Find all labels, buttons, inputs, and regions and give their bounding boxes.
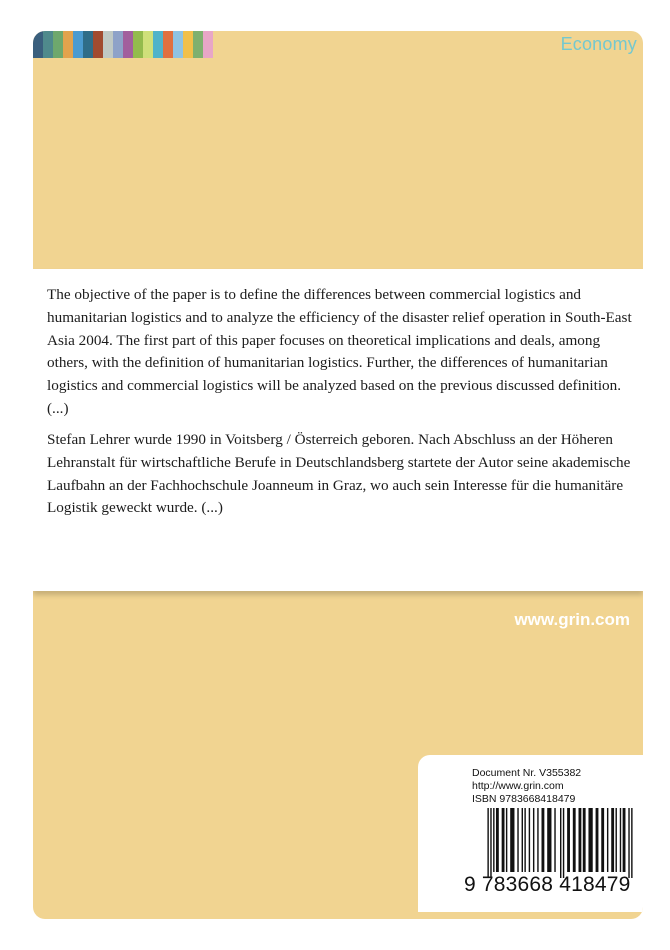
book-back-cover — [33, 31, 643, 919]
color-stripe — [113, 31, 123, 58]
color-stripe — [73, 31, 83, 58]
barcode-bar — [573, 808, 576, 872]
barcode-bar — [522, 808, 523, 872]
color-stripe — [103, 31, 113, 58]
publisher-url: http://www.grin.com — [472, 780, 564, 792]
isbn-barcode — [486, 808, 636, 878]
barcode-bar — [623, 808, 626, 872]
barcode-bar — [588, 808, 592, 872]
barcode-bar — [554, 808, 555, 872]
barcode-digits: 9 783668 418479 — [464, 873, 631, 896]
barcode-bar — [567, 808, 570, 872]
document-number: Document Nr. V355382 — [472, 767, 582, 779]
barcode-bar — [537, 808, 538, 872]
barcode-bar — [517, 808, 518, 872]
barcode-bar — [563, 808, 564, 878]
barcode-bar — [529, 808, 530, 872]
barcode-bar — [628, 808, 629, 878]
color-stripe — [193, 31, 203, 58]
color-stripe — [123, 31, 133, 58]
publisher-website: www.grin.com — [514, 610, 630, 629]
color-stripe — [153, 31, 163, 58]
barcode-bar — [542, 808, 545, 872]
color-stripe — [63, 31, 73, 58]
color-stripe — [53, 31, 63, 58]
author-bio-paragraph: Stefan Lehrer wurde 1990 in Voitsberg / Österreich geboren. Nach Abschluss an der Höheren Lehranstalt für wirtschaftliche Berufe in Deutschlandsberg startete der Autor seine akademische Laufbahn an der Fachhochschule Joanneum in Graz, wo auch sein Interesse für die humanitäre Logistik geweckt wurde. (...) — [47, 431, 631, 517]
color-stripe — [173, 31, 183, 58]
barcode-bar — [560, 808, 561, 878]
barcode-bar — [620, 808, 621, 872]
barcode-bar — [510, 808, 514, 872]
barcode-bar — [490, 808, 491, 878]
barcode-bar — [533, 808, 534, 872]
barcode-bar — [616, 808, 617, 872]
description-panel — [33, 269, 643, 591]
color-stripe — [183, 31, 193, 58]
isbn-label: ISBN 9783668418479 — [472, 793, 576, 805]
abstract-paragraph: The objective of the paper is to define the differences between commercial logistics and humanitarian logistics and to analyze the efficiency of the disaster relief operation in South-East Asia 2004. The first part of this paper focuses on theoretical implications and deals, among others, with the definition of humanitarian logistics. Further, the differences of humanitarian logistics and commercial logistics will be analyzed based on the previous discussed definition. (...) — [47, 286, 632, 417]
barcode-bar — [601, 808, 604, 872]
color-stripe — [143, 31, 153, 58]
color-stripe — [83, 31, 93, 58]
barcode-bar — [524, 808, 525, 872]
color-stripe — [43, 31, 53, 58]
barcode-bar — [493, 808, 494, 872]
barcode-bar — [487, 808, 488, 878]
barcode-bar — [607, 808, 608, 872]
color-stripe — [203, 31, 213, 58]
color-stripe — [133, 31, 143, 58]
barcode-bar — [611, 808, 614, 872]
barcode-bar — [496, 808, 499, 872]
color-stripe — [163, 31, 173, 58]
barcode-bar — [583, 808, 586, 872]
barcode-panel — [418, 755, 643, 912]
barcode-bar — [579, 808, 582, 872]
barcode-bar — [547, 808, 551, 872]
barcode-bar — [631, 808, 632, 878]
color-stripe — [93, 31, 103, 58]
color-stripe-bar — [33, 31, 213, 58]
barcode-bar — [596, 808, 599, 872]
color-stripe — [33, 31, 43, 58]
barcode-bar — [502, 808, 505, 872]
barcode-bar — [506, 808, 507, 872]
category-label: Economy — [560, 34, 637, 54]
